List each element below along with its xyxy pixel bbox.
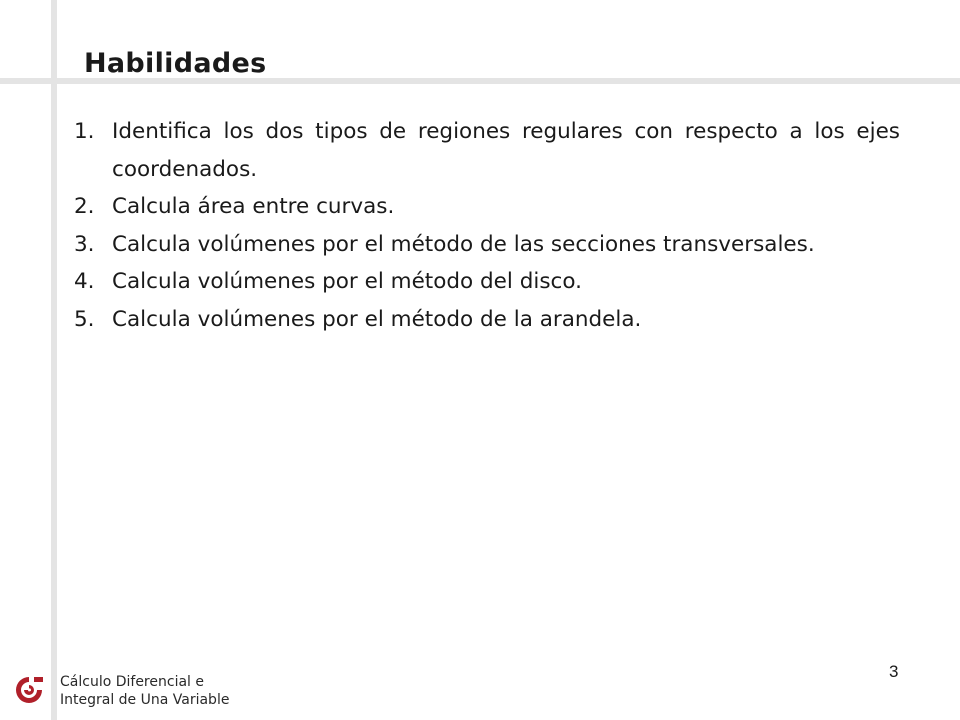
list-item <box>74 113 900 188</box>
list-item <box>74 226 900 264</box>
university-logo-icon <box>12 674 46 704</box>
page-number: 3 <box>889 662 899 681</box>
slide-title: Habilidades <box>84 48 267 79</box>
item-text: Calcula volúmenes por el método del disco. <box>112 269 582 294</box>
item-number: 4. <box>74 269 95 294</box>
item-number: 5. <box>74 306 95 332</box>
item-number: 1. <box>74 119 95 144</box>
course-name <box>60 673 229 709</box>
list-item <box>74 188 900 226</box>
item-number: 3. <box>74 231 95 257</box>
item-text: Identifica los dos tipos de regiones regulares con respecto a los ejes coordenados. <box>112 119 900 182</box>
list-item <box>74 263 900 301</box>
item-text: Calcula volúmenes por el método de la arandela. <box>112 306 642 332</box>
course-name-line2: Integral de Una Variable <box>60 692 230 708</box>
item-text: Calcula volúmenes por el método de las secciones transversales. <box>112 231 815 257</box>
course-name-line1: Cálculo Diferencial e <box>60 674 204 690</box>
list-item <box>74 301 900 339</box>
skills-list <box>74 113 900 338</box>
item-number: 2. <box>74 194 95 219</box>
item-text: Calcula área entre curvas. <box>112 194 395 219</box>
vertical-divider <box>51 0 57 720</box>
